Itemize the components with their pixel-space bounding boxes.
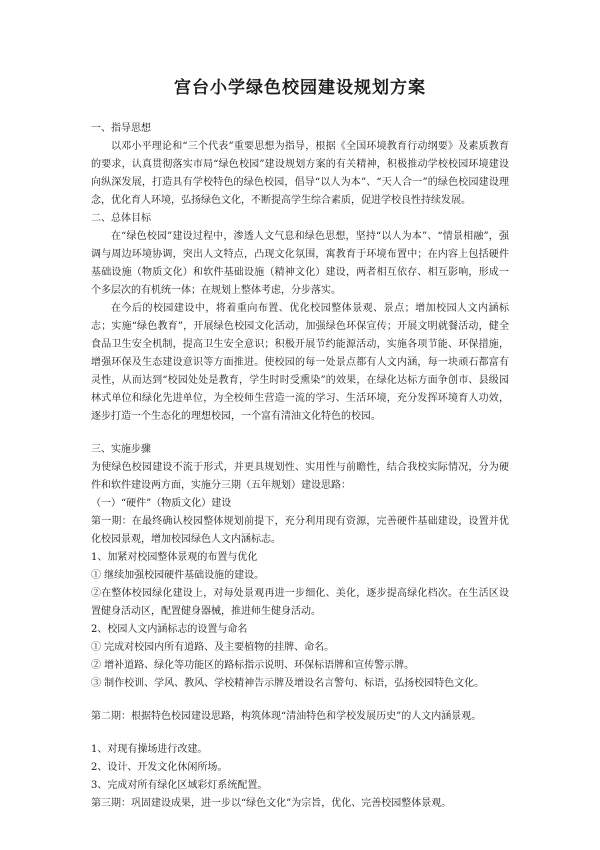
section-heading-guiding-ideology: 一、指导思想	[91, 123, 151, 134]
section-heading-implementation: 三、实施步骤	[91, 444, 151, 455]
paragraph-phase-2: 第二期：根据特色校园建设思路，构筑体现“清油特色和学校发展历史”的人文内涵景观。	[91, 711, 482, 722]
paragraph-phase-3: 第三期：巩固建设成果，进一步以“绿色文化”为宗旨，优化、完善校园整体景观。	[91, 798, 452, 809]
subheading-hardware: （一）“硬件”（物质文化）建设	[91, 498, 232, 509]
paragraph-implementation-intro: 为使绿色校园建设不流于形式，并更具规划性、实用性与前瞻性，结合我校实际情况，分为硬件和软件建设两方面，实施分三期（五年规划）建设思路：	[91, 462, 509, 491]
list-item-1-2: ②在整体校园绿化建设上，对每处景观再进一步细化、美化，逐步提高绿化档次。在生活区设置健身活动区，配置健身器械，推进师生健身活动。	[91, 588, 509, 617]
paragraph-guiding-ideology: 以邓小平理论和“三个代表”重要思想为指导，根据《全国环境教育行动纲要》及素质教育的要求，认真贯彻落实市局“绿色校园”建设规划方案的有关精神，积极推动学校校园环境建设向纵深发展，打造具有学校特色的绿色校园，倡导“以人为本”、“天人合一”的绿色校园建设理念，优化育人环境，弘扬绿色文化，不断提高学生综合素质，促进学校良性持续发展。	[91, 141, 509, 206]
document-title: 宫台小学绿色校园建设规划方案	[174, 78, 426, 98]
list-item-2: 2、校园人文内涵标志的设置与命名	[91, 624, 248, 635]
spacer	[91, 426, 509, 441]
document-body	[91, 120, 509, 813]
paragraph-overall-goal-1: 在“绿色校园”建设过程中，渗透人文气息和绿色思想，坚持“以人为本”、“情景相融”，强调与周边环境协调，突出人文特点，凸现文化氛围，寓教育于环境布置中；在内容上包括硬件基础设施（物质文化）和软件基础设施（精神文化）建设，两者相互依存、相互影响，形成一个多层次的有机统一体；在规划上整体考虑，分步落实。	[91, 231, 509, 296]
list-item-phase2-1: 1、对现有操场进行改建。	[91, 744, 208, 755]
paragraph-phase-1: 第一期：在最终确认校园整体规划前提下，充分利用现有资源，完善硬件基础建设，设置并优化校园景观，增加校园绿色人文内涵标志。	[91, 516, 509, 545]
list-item-2-1: ① 完成对校园内所有道路、及主要植物的挂牌、命名。	[91, 642, 335, 653]
list-item-2-2: ② 增补道路、绿化等功能区的路标指示说明、环保标语牌和宣传警示牌。	[91, 660, 415, 671]
section-heading-overall-goal: 二、总体目标	[91, 213, 151, 224]
list-item-1: 1、加紧对校园整体景观的布置与优化	[91, 552, 258, 563]
spacer	[91, 693, 509, 708]
list-item-1-1: ① 继续加强校园硬件基础设施的建设。	[91, 570, 265, 581]
spacer	[91, 726, 509, 741]
list-item-2-3: ③ 制作校训、学风、教风、学校精神告示牌及增设名言警句、标语，弘扬校园特色文化。	[91, 678, 485, 689]
list-item-phase2-3: 3、完成对所有绿化区域彩灯系统配置。	[91, 780, 268, 791]
list-item-phase2-2: 2、设计、开发文化休闲所场。	[91, 762, 228, 773]
paragraph-overall-goal-2: 在今后的校园建设中，将着重向布置、优化校园整体景观、景点；增加校园人文内涵标志；实施“绿色教育”，开展绿色校园文化活动，加强绿色环保宣传；开展文明就餐活动，健全食品卫生安全机制，提高卫生安全意识；积极开展节约能源活动，实施各项节能、环保措施，增强环保及生态建设意识等方面推进。使校园的每一处景点都有人文内涵，每一块顽石都富有灵性，从而达到“校园处处是教育，学生时时受熏染”的效果，在绿化达标方面争创市、县级园林式单位和绿化先进单位，为全校师生营造一流的学习、生活环境，充分发挥环境育人功效，逐步打造一个生态化的理想校园，一个富有清油文化特色的校园。	[91, 303, 509, 422]
